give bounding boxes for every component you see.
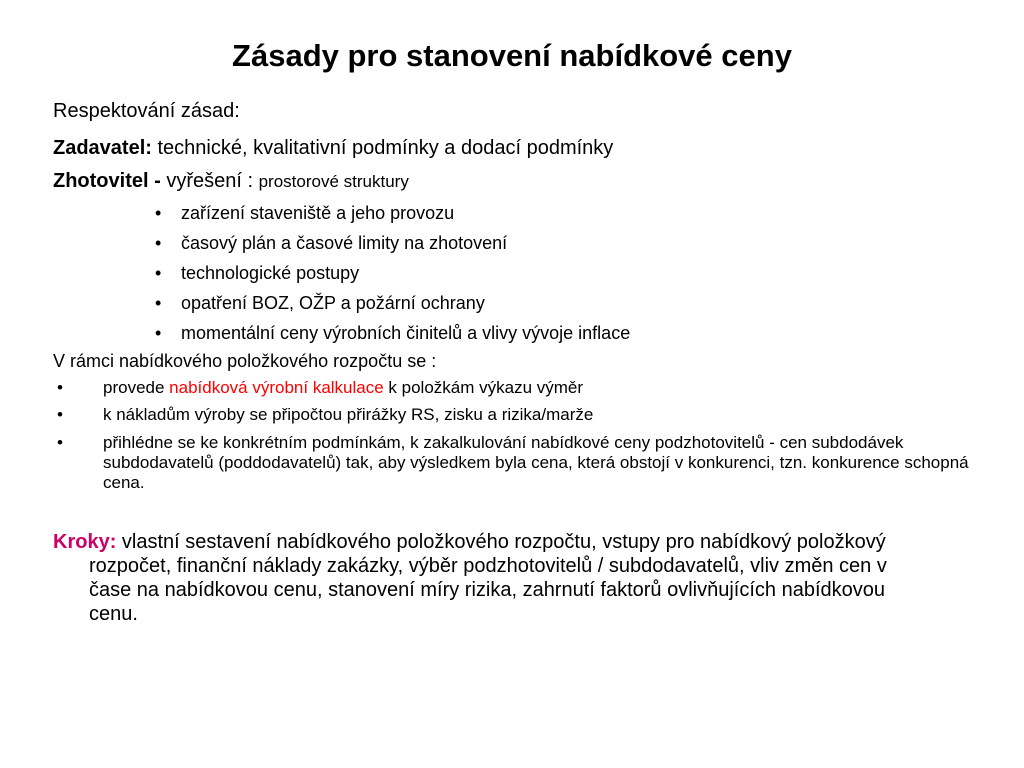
kroky-text: vlastní sestavení nabídkového položkového rozpočtu, vstupy pro nabídkový položkový rozpočet, finanční náklady zakázky, výběr podzhotovitelů / subdodavatelů, vliv změn cen v čase na nabídkovou cenu, stanovení míry rizika, zahrnutí faktorů ovlivňujících nabídkovou cenu. <box>89 531 887 625</box>
list-item-text: technologické postupy <box>181 263 360 283</box>
point-text: k položkám výkazu výměr <box>383 378 584 397</box>
list-item-text: opatření BOZ, OŽP a požární ochrany <box>181 293 485 313</box>
page-title: Zásady pro stanovení nabídkové ceny <box>232 38 792 73</box>
zhotovitel-small: prostorové struktury <box>258 172 409 191</box>
zhotovitel-text: vyřešení : <box>166 170 259 192</box>
bullet-icon: • <box>155 323 162 343</box>
list-item-text: momentální ceny výrobních činitelů a vlivy vývoje inflace <box>181 323 631 343</box>
highlight-text: nabídková výrobní kalkulace <box>169 378 384 397</box>
bullet-icon: • <box>57 378 63 397</box>
point-text: provede <box>103 378 170 397</box>
bullet-icon: • <box>155 233 162 253</box>
list-item-text: časový plán a časové limity na zhotovení <box>181 233 508 253</box>
zadavatel-line <box>53 137 613 160</box>
list-item-text: k nákladům výroby se připočtou přirážky RS, zisku a rizika/marže <box>103 405 594 424</box>
zadavatel-label: Zadavatel: <box>53 137 152 159</box>
list-item-text <box>103 378 583 398</box>
intro-text: Respektování zásad: <box>53 100 240 122</box>
ramec-text: V rámci nabídkového položkového rozpočtu se : <box>53 351 437 371</box>
list-item-text: přihlédne se ke konkrétním podmínkám, k zakalkulování nabídkové ceny podzhotovitelů - cen subdodávek subdodavatelů (poddodavatelů) tak, aby výsledkem byla cena, která obstojí v konkurenci, tzn. konkurence schopná cena. <box>103 433 969 492</box>
kroky-paragraph <box>53 530 929 626</box>
zhotovitel-line <box>53 170 409 193</box>
zadavatel-text: technické, kvalitativní podmínky a dodací podmínky <box>151 137 614 159</box>
list-item-text: zařízení staveniště a jeho provozu <box>181 203 455 223</box>
bullet-icon: • <box>155 263 162 283</box>
bullet-icon: • <box>57 433 63 452</box>
bullet-icon: • <box>155 293 162 313</box>
kroky-label: Kroky: <box>53 531 117 553</box>
bullet-icon: • <box>57 405 63 424</box>
bullet-icon: • <box>155 203 162 223</box>
zhotovitel-label: Zhotovitel - <box>53 170 167 192</box>
